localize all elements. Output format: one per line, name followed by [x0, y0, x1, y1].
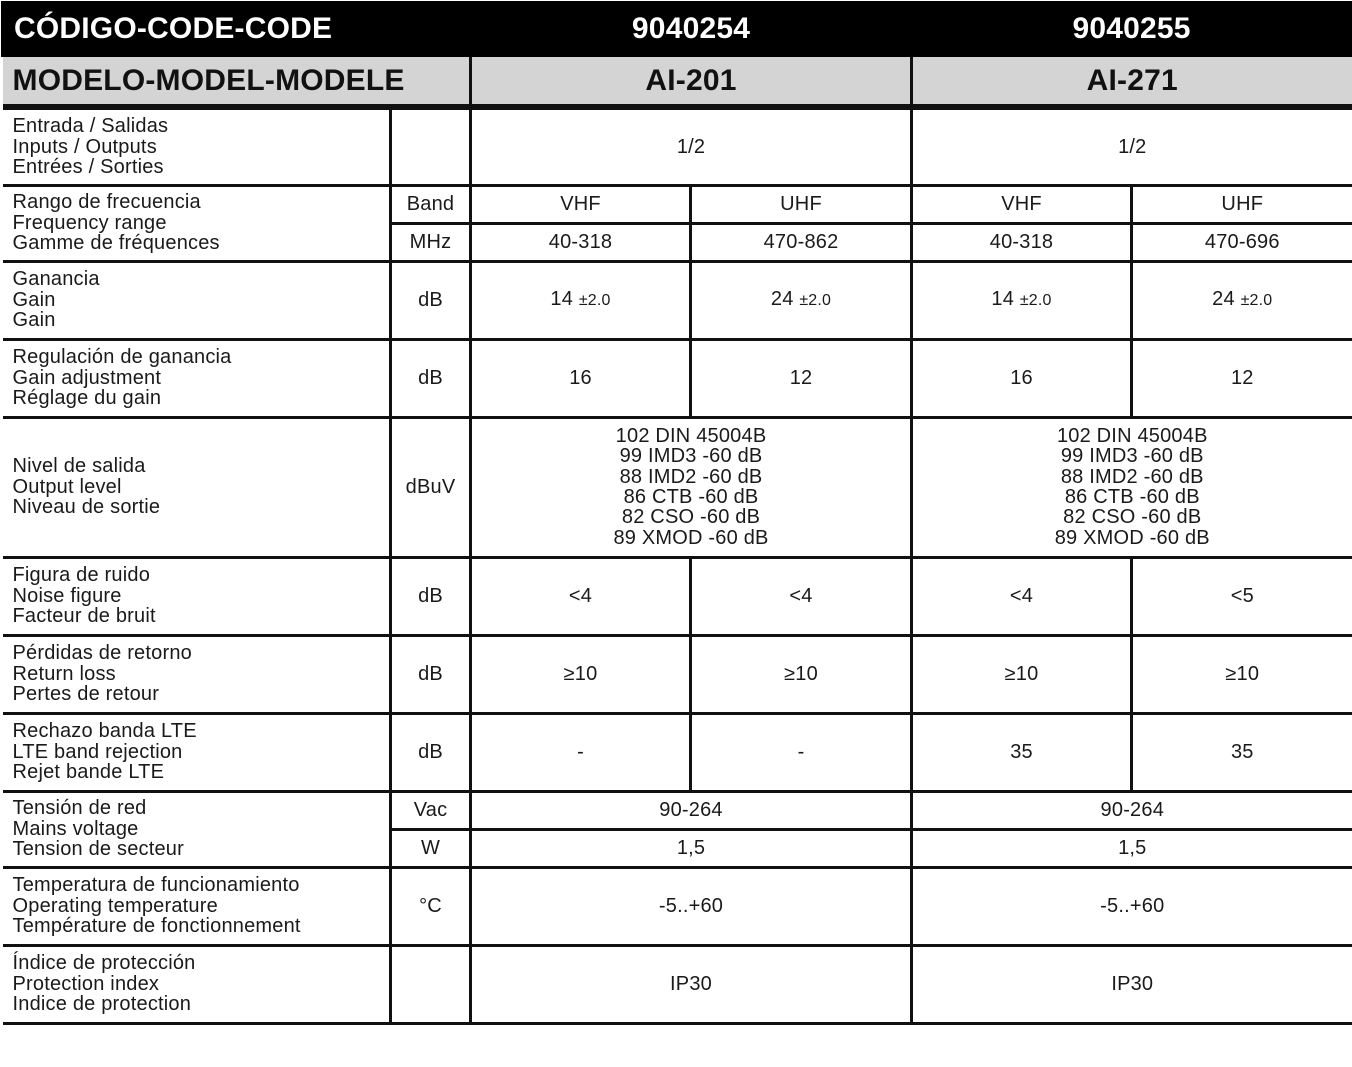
code-2: 9040255: [912, 3, 1352, 56]
value-cell: ≥10: [691, 635, 912, 713]
value-cell: 12: [1132, 339, 1352, 417]
value-cell: 14 ±2.0: [471, 261, 691, 339]
value-cell: 12: [691, 339, 912, 417]
value-cell: <4: [691, 557, 912, 635]
value-cell: -5..+60: [471, 867, 912, 945]
row-io: [3, 107, 1352, 185]
param-label: Nivel de salida Output level Niveau de sortie: [3, 417, 391, 557]
value-cell: <5: [1132, 557, 1352, 635]
value-cell: 1/2: [471, 107, 912, 185]
unit-cell: °C: [391, 867, 471, 945]
unit-cell: [391, 945, 471, 1023]
row-freq-band: [3, 185, 1352, 223]
row-protection-index: [3, 945, 1352, 1023]
band-cell: VHF: [471, 185, 691, 223]
row-temperature: [3, 867, 1352, 945]
row-lte-rejection: [3, 713, 1352, 791]
param-label: Temperatura de funcionamiento Operating temperature Température de fonctionnement: [3, 867, 391, 945]
param-label: Rango de frecuencia Frequency range Gamme de fréquences: [3, 185, 391, 261]
model-row: [3, 56, 1352, 108]
unit-cell: dB: [391, 339, 471, 417]
unit-cell: MHz: [391, 223, 471, 261]
band-cell: UHF: [1132, 185, 1352, 223]
param-label: Figura de ruido Noise figure Facteur de bruit: [3, 557, 391, 635]
param-label: Tensión de red Mains voltage Tension de secteur: [3, 791, 391, 867]
value-cell: 470-696: [1132, 223, 1352, 261]
row-mains-voltage: [3, 791, 1352, 829]
code-row: [3, 3, 1352, 56]
value-cell: 1/2: [912, 107, 1352, 185]
value-cell: 40-318: [471, 223, 691, 261]
model-label: MODELO-MODEL-MODELE: [3, 56, 471, 108]
value-cell: 1,5: [471, 829, 912, 867]
value-cell: 470-862: [691, 223, 912, 261]
value-cell: 102 DIN 45004B 99 IMD3 -60 dB 88 IMD2 -60 dB 86 CTB -60 dB 82 CSO -60 dB 89 XMOD -60 dB: [471, 417, 912, 557]
value-cell: 90-264: [912, 791, 1352, 829]
param-label: Regulación de ganancia Gain adjustment Réglage du gain: [3, 339, 391, 417]
param-label: Entrada / Salidas Inputs / Outputs Entrées / Sorties: [3, 107, 391, 185]
value-cell: 90-264: [471, 791, 912, 829]
value-cell: <4: [471, 557, 691, 635]
value-cell: -: [691, 713, 912, 791]
unit-cell: dBuV: [391, 417, 471, 557]
row-return-loss: [3, 635, 1352, 713]
unit-cell: Vac: [391, 791, 471, 829]
value-cell: 14 ±2.0: [912, 261, 1132, 339]
code-label: CÓDIGO-CODE-CODE: [3, 3, 471, 56]
row-noise-figure: [3, 557, 1352, 635]
row-gain-adjustment: [3, 339, 1352, 417]
param-label: Pérdidas de retorno Return loss Pertes de retour: [3, 635, 391, 713]
value-cell: IP30: [912, 945, 1352, 1023]
value-cell: 24 ±2.0: [691, 261, 912, 339]
param-label: Índice de protección Protection index Indice de protection: [3, 945, 391, 1023]
unit-cell: dB: [391, 713, 471, 791]
value-cell: 40-318: [912, 223, 1132, 261]
value-cell: 1,5: [912, 829, 1352, 867]
unit-cell: [391, 107, 471, 185]
value-cell: ≥10: [1132, 635, 1352, 713]
value-cell: 35: [1132, 713, 1352, 791]
value-cell: 24 ±2.0: [1132, 261, 1352, 339]
value-cell: 16: [471, 339, 691, 417]
spec-table: [1, 1, 1352, 1025]
unit-cell: dB: [391, 635, 471, 713]
model-2: AI-271: [912, 56, 1352, 108]
value-cell: ≥10: [912, 635, 1132, 713]
unit-cell: dB: [391, 557, 471, 635]
code-1: 9040254: [471, 3, 912, 56]
value-cell: <4: [912, 557, 1132, 635]
band-cell: UHF: [691, 185, 912, 223]
band-cell: VHF: [912, 185, 1132, 223]
value-cell: 16: [912, 339, 1132, 417]
unit-cell: dB: [391, 261, 471, 339]
value-cell: 35: [912, 713, 1132, 791]
model-1: AI-201: [471, 56, 912, 108]
unit-cell: W: [391, 829, 471, 867]
value-cell: -: [471, 713, 691, 791]
value-cell: 102 DIN 45004B 99 IMD3 -60 dB 88 IMD2 -60 dB 86 CTB -60 dB 82 CSO -60 dB 89 XMOD -60 dB: [912, 417, 1352, 557]
param-label: Ganancia Gain Gain: [3, 261, 391, 339]
row-gain: [3, 261, 1352, 339]
value-cell: IP30: [471, 945, 912, 1023]
value-cell: ≥10: [471, 635, 691, 713]
value-cell: -5..+60: [912, 867, 1352, 945]
param-label: Rechazo banda LTE LTE band rejection Rejet bande LTE: [3, 713, 391, 791]
row-output-level: [3, 417, 1352, 557]
unit-cell: Band: [391, 185, 471, 223]
